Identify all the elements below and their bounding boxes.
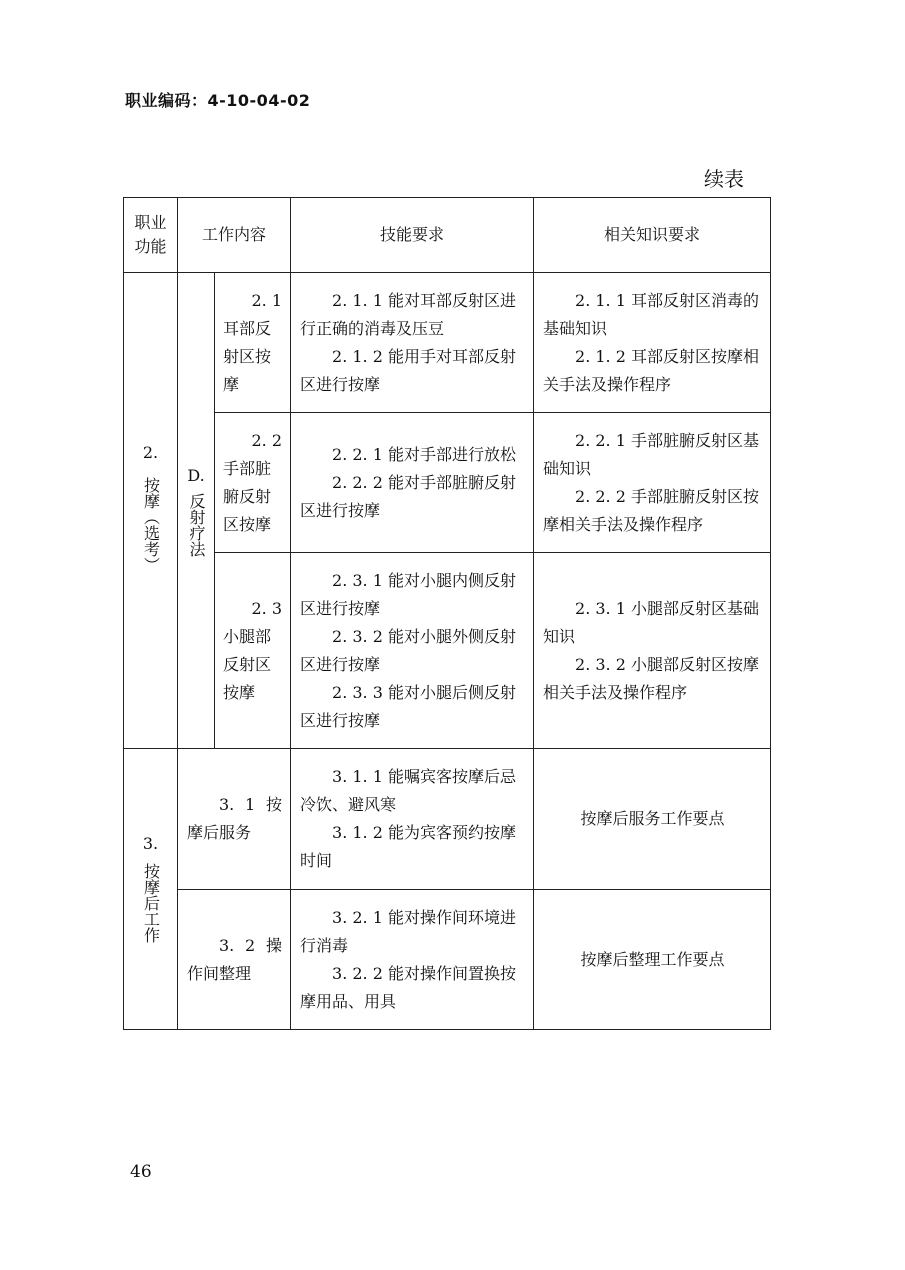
group-letter: D. (187, 465, 205, 485)
skill-item: 2. 1. 2 能用手对耳部反射区进行按摩 (300, 346, 516, 394)
page-number: 46 (130, 1162, 152, 1182)
group-title: 反射疗法 (187, 492, 206, 557)
skill-item: 3. 2. 1 能对操作间环境进行消毒 (300, 907, 516, 955)
subtask-number: 2. 1 (251, 290, 283, 310)
table-row (124, 413, 771, 553)
content-cell (178, 890, 291, 1030)
skill-item: 2. 2. 2 能对手部脏腑反射区进行按摩 (300, 472, 516, 520)
skill-item: 3. 1. 2 能为宾客预约按摩时间 (300, 823, 516, 870)
subtask-cell (215, 413, 291, 553)
table-row (124, 890, 771, 1030)
knowledge-cell (534, 273, 771, 413)
function-cell-massage (124, 273, 178, 749)
knowledge-item: 2. 3. 1 小腿部反射区基础知识 (543, 598, 759, 646)
function-number: 2. (142, 442, 159, 462)
skill-item: 2. 3. 3 能对小腿后侧反射区进行按摩 (300, 682, 516, 730)
header-skills: 技能要求 (291, 198, 534, 273)
knowledge-item: 2. 1. 2 耳部反射区按摩相关手法及操作程序 (543, 346, 759, 394)
skill-item: 3. 1. 1 能嘱宾客按摩后忌冷饮、避风寒 (300, 767, 516, 814)
skills-cell (291, 273, 534, 413)
content-cell (178, 749, 291, 890)
skills-cell (291, 749, 534, 890)
skills-table (123, 197, 771, 1030)
skills-cell (291, 890, 534, 1030)
content-text: 3. 1 按摩后服务 (187, 795, 283, 842)
subtask-cell (215, 553, 291, 749)
skills-cell (291, 553, 534, 749)
skill-item: 3. 2. 2 能对操作间置换按摩用品、用具 (300, 963, 516, 1011)
function-number: 3. (142, 834, 159, 853)
subtask-cell (215, 273, 291, 413)
subtask-number: 2. 3 (251, 598, 283, 618)
content-text: 3. 2 操作间整理 (187, 935, 283, 983)
skills-cell (291, 413, 534, 553)
knowledge-item: 2. 3. 2 小腿部反射区按摩相关手法及操作程序 (543, 654, 759, 702)
skill-item: 2. 3. 2 能对小腿外侧反射区进行按摩 (300, 626, 516, 674)
knowledge-cell (534, 553, 771, 749)
skill-item: 2. 3. 1 能对小腿内侧反射区进行按摩 (300, 570, 516, 618)
function-cell-post-massage (124, 749, 178, 1030)
table-header-row (124, 198, 771, 273)
knowledge-cell: 按摩后整理工作要点 (534, 890, 771, 1030)
table-row (124, 553, 771, 749)
table-row (124, 273, 771, 413)
header-content: 工作内容 (178, 198, 291, 273)
knowledge-item: 2. 2. 2 手部脏腑反射区按摩相关手法及操作程序 (543, 486, 759, 534)
subtask-title: 小腿部反射区按摩 (223, 626, 272, 702)
table-row (124, 749, 771, 890)
function-title: 按摩后工作 (141, 863, 161, 943)
skill-item: 2. 1. 1 能对耳部反射区进行正确的消毒及压豆 (300, 290, 516, 338)
group-cell-reflex (178, 273, 215, 749)
function-title: 按摩（选考） (141, 476, 161, 573)
knowledge-item: 2. 2. 1 手部脏腑反射区基础知识 (543, 430, 759, 478)
subtask-title: 耳部反射区按摩 (223, 318, 272, 394)
occupation-code: 职业编码：4-10-04-02 (125, 91, 311, 110)
header-function: 职业功能 (124, 198, 178, 273)
subtask-number: 2. 2 (251, 430, 283, 450)
knowledge-item: 2. 1. 1 耳部反射区消毒的基础知识 (543, 290, 759, 338)
skill-item: 2. 2. 1 能对手部进行放松 (332, 444, 516, 464)
continued-label: 续表 (704, 167, 744, 191)
knowledge-cell: 按摩后服务工作要点 (534, 749, 771, 890)
subtask-title: 手部脏腑反射区按摩 (223, 458, 272, 534)
header-knowledge: 相关知识要求 (534, 198, 771, 273)
knowledge-cell (534, 413, 771, 553)
